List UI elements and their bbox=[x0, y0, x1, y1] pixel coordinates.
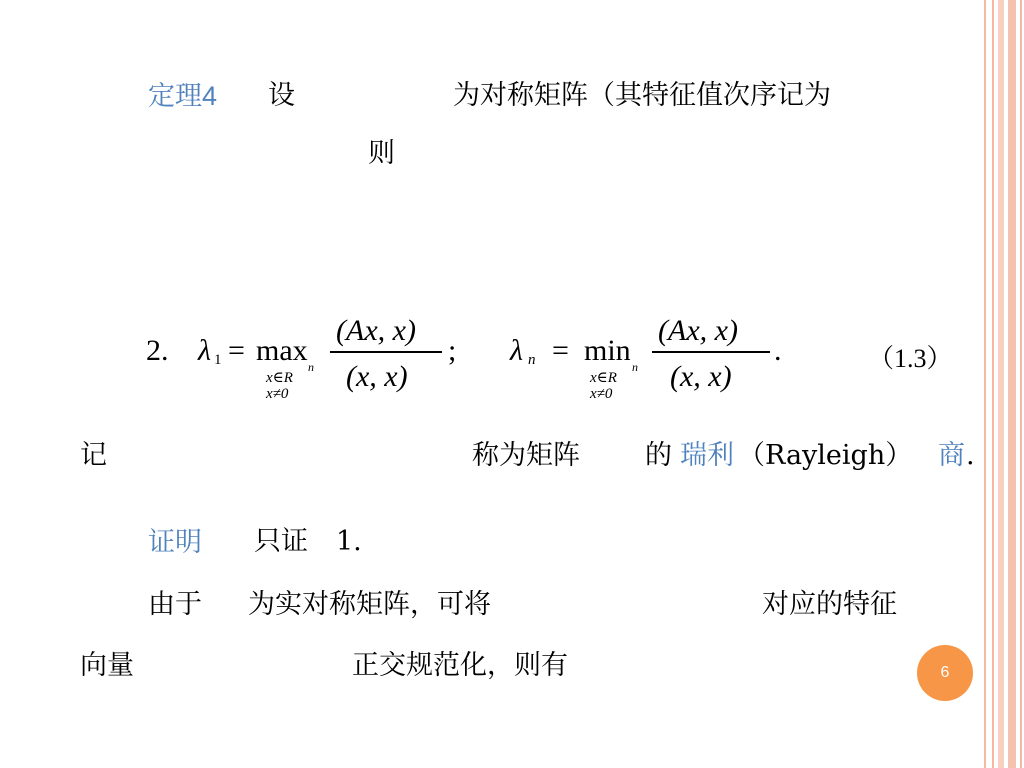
stripe bbox=[984, 0, 986, 768]
max-operator: max bbox=[256, 334, 308, 367]
lambda-symbol: λ bbox=[198, 334, 211, 367]
stripe bbox=[1008, 0, 1016, 768]
denominator-n: (x, x) bbox=[670, 360, 732, 393]
theorem-then-text: 则 bbox=[368, 138, 395, 169]
decorative-side-stripes bbox=[980, 0, 1024, 768]
page-number-badge bbox=[917, 645, 973, 701]
min-condition-domain: x∈R bbox=[590, 370, 617, 386]
period: . bbox=[774, 334, 782, 367]
note-ji: 记 bbox=[80, 440, 107, 471]
theorem-label: 定理4 bbox=[148, 81, 218, 111]
line-corresponding: 对应的特征 bbox=[762, 589, 897, 620]
max-condition-domain: x∈R bbox=[266, 370, 293, 386]
note-de: 的 bbox=[645, 440, 672, 471]
quotient-term: 商 bbox=[938, 440, 965, 471]
lambda-symbol: λ bbox=[510, 334, 523, 367]
rayleigh-formula bbox=[142, 310, 972, 410]
numerator-n: (Ax, x) bbox=[658, 314, 738, 347]
fraction-bar bbox=[330, 351, 442, 353]
equation-number: （1.3） bbox=[868, 344, 953, 373]
formula-index: 2. bbox=[146, 334, 169, 367]
proof-one: 1. bbox=[336, 526, 362, 557]
proof-only: 只证 bbox=[254, 526, 308, 557]
line-youyu: 由于 bbox=[148, 589, 202, 620]
rayleigh-term-en: （Rayleigh） bbox=[738, 440, 913, 471]
theorem-set-text: 设 bbox=[268, 80, 295, 111]
rayleigh-term-zh: 瑞利 bbox=[680, 440, 734, 471]
page-number: 6 bbox=[940, 664, 950, 681]
fraction-bar bbox=[652, 351, 770, 353]
stripe bbox=[1020, 0, 1022, 768]
lambda-subscript-n: n bbox=[528, 352, 536, 368]
note-period: . bbox=[966, 440, 975, 471]
line-real-symmetric: 为实对称矩阵，可将 bbox=[248, 589, 491, 620]
equals-sign: = bbox=[228, 334, 245, 367]
denominator-1: (x, x) bbox=[346, 360, 408, 393]
line-vector: 向量 bbox=[80, 650, 134, 681]
equals-sign: = bbox=[552, 334, 569, 367]
lambda-subscript-1: 1 bbox=[214, 352, 222, 368]
line-orthonormalize: 正交规范化，则有 bbox=[352, 650, 568, 681]
stripe bbox=[998, 0, 1004, 768]
note-mid: 称为矩阵 bbox=[472, 440, 580, 471]
max-condition-superscript: n bbox=[308, 360, 314, 374]
proof-label: 证明 bbox=[148, 527, 202, 557]
numerator-1: (Ax, x) bbox=[336, 314, 416, 347]
min-condition-superscript: n bbox=[632, 360, 638, 374]
min-condition-nonzero: x≠0 bbox=[590, 386, 613, 402]
min-operator: min bbox=[584, 334, 631, 367]
stripe bbox=[992, 0, 994, 768]
theorem-rest-text: 为对称矩阵（其特征值次序记为 bbox=[453, 80, 831, 111]
max-condition-nonzero: x≠0 bbox=[266, 386, 289, 402]
semicolon: ; bbox=[448, 334, 457, 367]
